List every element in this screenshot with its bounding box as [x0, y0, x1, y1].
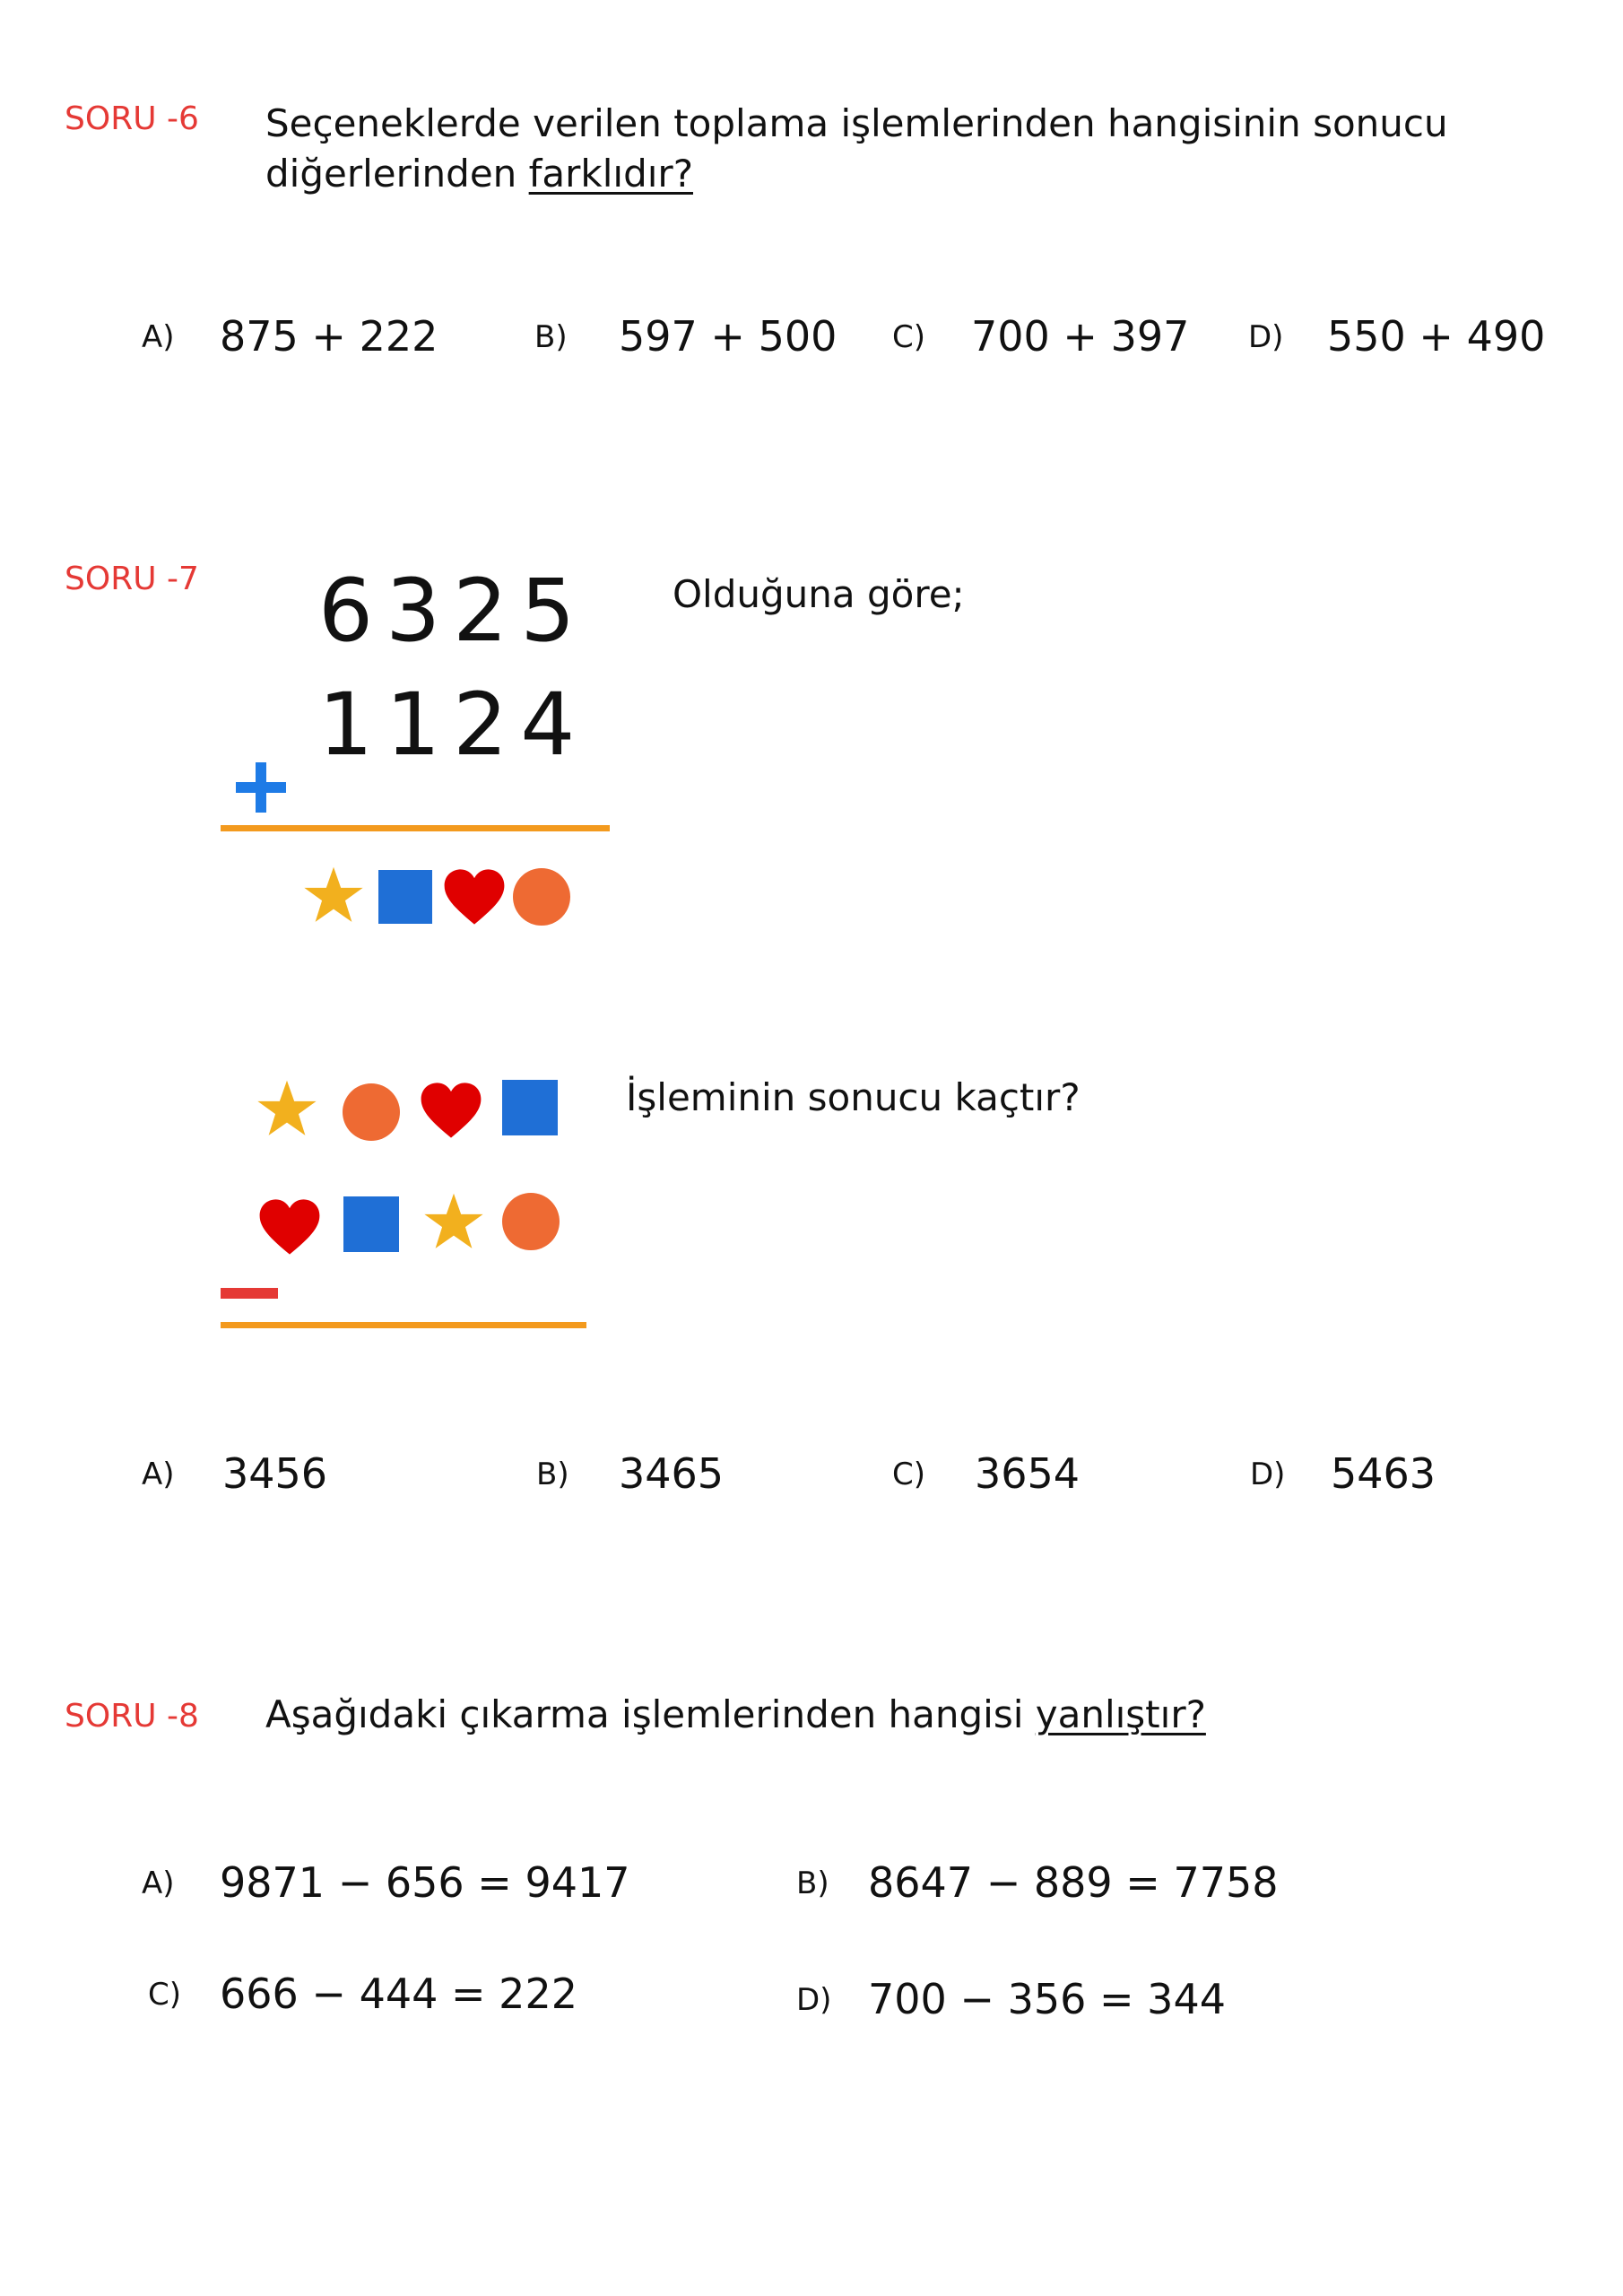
heart-icon [258, 1198, 321, 1256]
question-8-label: SORU -8 [65, 1698, 199, 1735]
q8-option-a-letter: A) [142, 1866, 175, 1901]
q8-option-b-letter: B) [796, 1866, 829, 1901]
star-icon [423, 1191, 484, 1252]
q8-option-b-text: 8647 − 889 = 7758 [868, 1858, 1279, 1907]
q8-option-d-text: 700 − 356 = 344 [868, 1975, 1226, 2023]
q6-option-d-letter: D) [1248, 319, 1284, 355]
q8-option-c-text: 666 − 444 = 222 [220, 1970, 577, 2018]
q8-option-a-text: 9871 − 656 = 9417 [220, 1858, 630, 1907]
q6-option-b-text: 597 + 500 [619, 312, 838, 361]
condition-text: Olduğuna göre; [673, 572, 965, 616]
question-8-text-prefix: Aşağıdaki çıkarma işlemlerinden hangisi [265, 1692, 1036, 1736]
question-8-text [265, 1690, 1206, 1740]
question-6-underlined-word: farklıdır? [528, 152, 693, 196]
question-6-text-line2 [265, 149, 693, 199]
addition-line [221, 825, 610, 831]
addend-top: 6325 [318, 561, 588, 661]
q6-option-b-letter: B) [534, 319, 568, 355]
star-icon [303, 865, 364, 926]
q7-option-b-letter: B) [536, 1457, 569, 1492]
question-8-underlined-word: yanlıştır? [1035, 1692, 1206, 1736]
q7-option-d-letter: D) [1250, 1457, 1286, 1492]
minus-sign-icon [221, 1288, 278, 1299]
q7-option-c-letter: C) [892, 1457, 926, 1492]
question-7-text: İşleminin sonucu kaçtır? [626, 1075, 1081, 1119]
q7-option-a-letter: A) [142, 1457, 175, 1492]
q7-option-a-text: 3456 [222, 1449, 328, 1498]
q6-option-c-letter: C) [892, 319, 926, 355]
addend-bottom: 1124 [318, 674, 588, 775]
question-6-text-line1: Seçeneklerde verilen toplama işlemlerinden hangisinin sonucu [265, 101, 1448, 145]
q6-option-d-text: 550 + 490 [1327, 312, 1546, 361]
q6-option-a-text: 875 + 222 [220, 312, 438, 361]
q8-option-d-letter: D) [796, 1982, 832, 2018]
star-icon [256, 1078, 317, 1139]
question-6-label: SORU -6 [65, 100, 199, 137]
question-7-label: SORU -7 [65, 561, 199, 597]
q6-option-c-text: 700 + 397 [971, 312, 1190, 361]
q6-option-a-letter: A) [142, 319, 175, 355]
heart-icon [420, 1082, 482, 1139]
q7-option-b-text: 3465 [619, 1449, 725, 1498]
square-icon [378, 870, 432, 924]
q7-option-c-text: 3654 [975, 1449, 1081, 1498]
square-icon [502, 1080, 558, 1135]
q8-option-c-letter: C) [148, 1977, 182, 2013]
subtraction-line [221, 1322, 586, 1328]
question-6-text-prefix: diğerlerinden [265, 152, 529, 196]
heart-icon [443, 868, 506, 926]
square-icon [343, 1196, 399, 1252]
q7-option-d-text: 5463 [1331, 1449, 1436, 1498]
circle-icon [343, 1083, 400, 1141]
circle-icon [513, 868, 570, 926]
circle-icon [502, 1193, 560, 1250]
